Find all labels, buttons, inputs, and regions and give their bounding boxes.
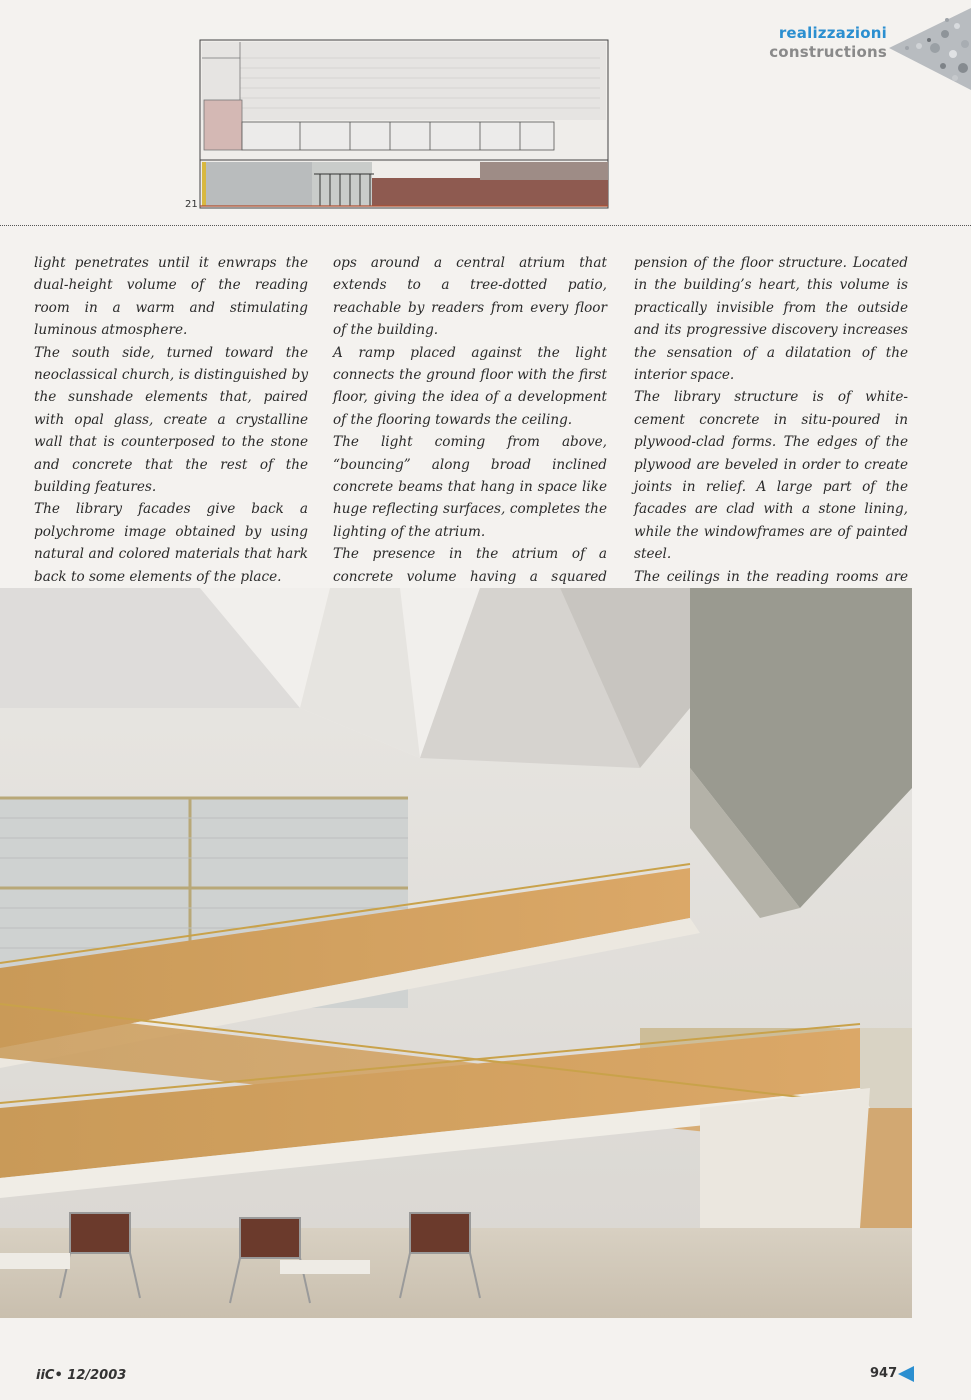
paragraph: ops around a central atrium that extends to a tree-dotted patio, reachable by readers from every floor of the building. xyxy=(333,255,607,339)
paragraph: The ceilings in the reading rooms are xyxy=(634,568,908,585)
paragraph: A ramp placed against the light connects the ground floor with the first floor, giving the idea of a development of the flooring towards the ceiling. xyxy=(333,344,607,428)
journal-issue: iiC• 12/2003 xyxy=(36,1368,127,1383)
building-elevation-drawing xyxy=(180,38,610,212)
article-column-3 xyxy=(634,252,908,633)
paragraph: The library structure is of white-cement concrete in situ-poured in plywood-clad forms. The edges of the plywood are beveled in order to create joints in relief. A large part of the facades are clad with a stone lining, while the windowframes are of painted steel. xyxy=(634,389,908,563)
page-arrow-icon xyxy=(896,1364,916,1384)
paragraph: The south side, turned toward the neoclassical church, is distinguished by the sunshade elements that, paired with opal glass, create a crystalline wall that is counterposed to the stone and concrete that the rest of the building features. xyxy=(34,344,308,496)
figure-number: 21 xyxy=(185,199,198,210)
paragraph: pension of the floor structure. Located in the building’s heart, this volume is practically invisible from the outside and its progressive discovery increases the sensation of a dilatation of the interior space. xyxy=(634,255,908,384)
paragraph: The light coming from above, “bouncing” along broad inclined concrete beams that hang in space like huge reflecting surfaces, completes the lighting of the atrium. xyxy=(333,434,607,540)
article-column-2 xyxy=(333,252,607,633)
divider-line xyxy=(0,225,971,226)
section-header xyxy=(741,0,971,120)
article-column-1 xyxy=(34,252,308,633)
paragraph: The presence in the atrium of a concrete volume having a squared xyxy=(333,546,607,585)
section-label-english: constructions xyxy=(769,43,887,61)
page-number: 947 xyxy=(870,1366,898,1381)
paragraph: light penetrates until it enwraps the dual-height volume of the reading room in a warm and stimulating luminous atmosphere. xyxy=(34,255,308,339)
section-label-italian: realizzazioni xyxy=(778,24,887,42)
paragraph: The library facades give back a polychrome image obtained by using natural and colored materials that hark back to some elements of the place. xyxy=(34,501,308,585)
atrium-photograph xyxy=(0,588,912,1318)
stone-texture-icon xyxy=(885,4,971,94)
